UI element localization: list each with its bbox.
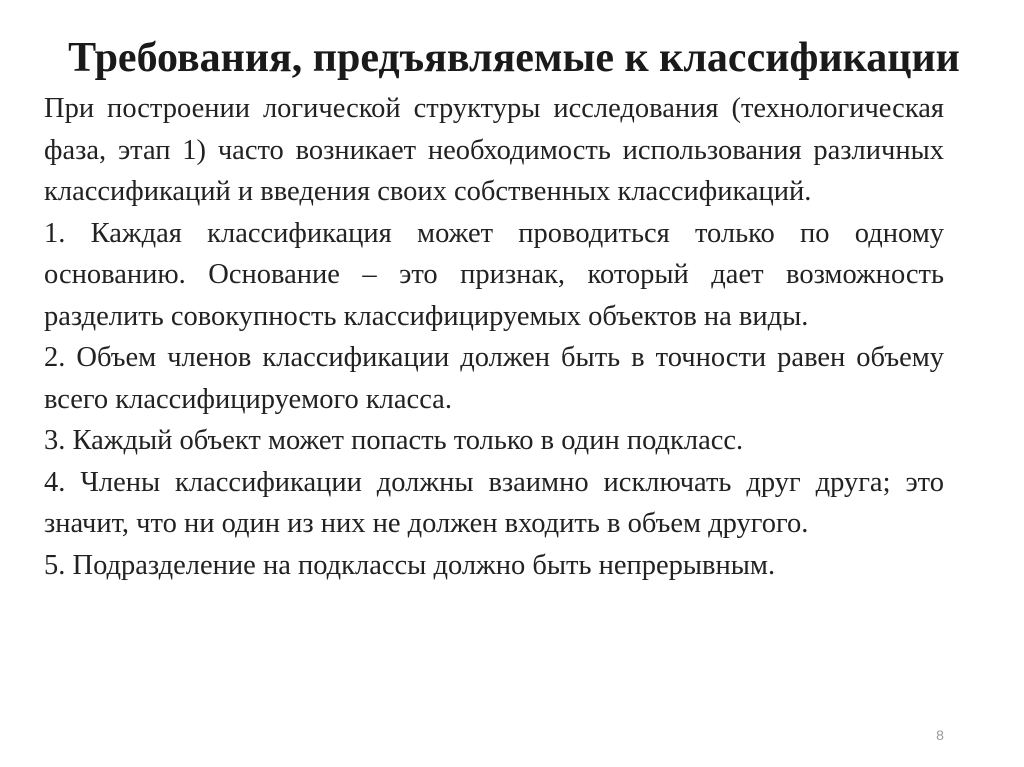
requirement-1: 1. Каждая классификация может проводиться только по одному основанию. Основание – это признак, который дает возможность разделить совокупность классифицируемых объектов на виды. [44,217,944,332]
requirement-4: 4. Члены классификации должны взаимно исключать друг друга; это значит, что ни один из них не должен входить в объем другого. [44,466,944,539]
requirement-3: 3. Каждый объект может попасть только в один подкласс. [44,425,744,456]
requirement-5: 5. Подразделение на подклассы должно быть непрерывным. [44,549,776,581]
slide-title: Требования, предъявляемые к классификации [68,35,960,81]
page-number: 8 [936,727,944,743]
intro-paragraph: При построении логической структуры исследования (технологическая фаза, этап 1) часто возникает необходимость использования различных классификаций и введения своих собственных классификаций. [44,93,944,207]
slide-body [44,88,944,586]
requirement-2: 2. Объем членов классификации должен быть в точности равен объему всего классифицируемого класса. [44,342,944,415]
